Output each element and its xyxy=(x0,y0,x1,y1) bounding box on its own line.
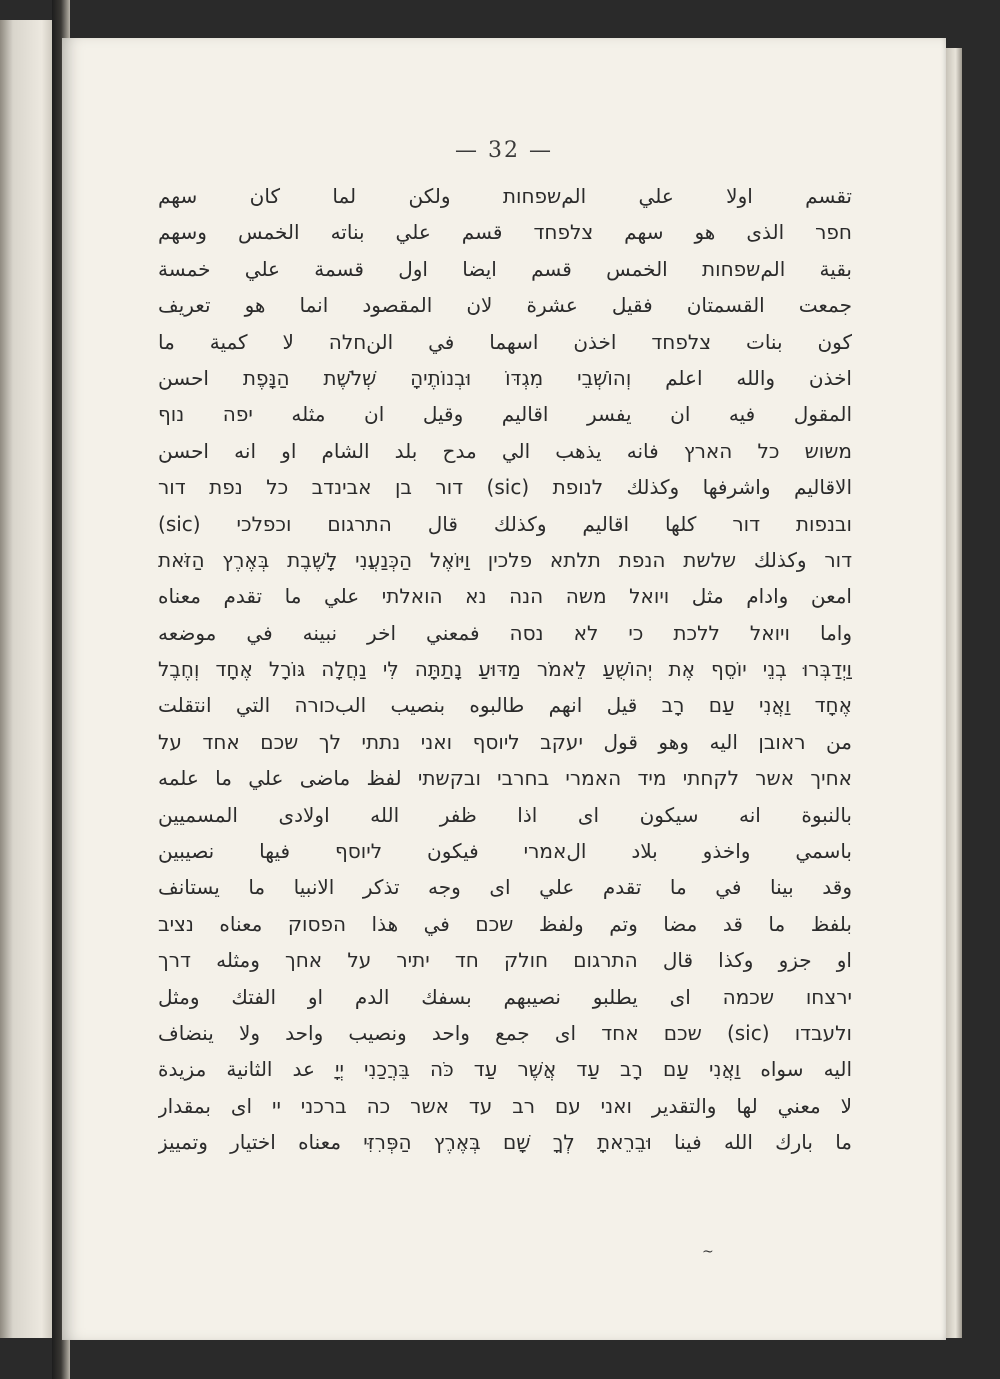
text-line: تقسم اولا علي المשפחות ولكن لما كان سهم xyxy=(158,184,852,208)
text-line: اخذن والله اعلم וְהוֹשְׁבֵי מִגְדּוֹ וּבְנוֹתֶיהָ שְׁלֹשֶׁת הַנָּפֶת احسن xyxy=(158,365,852,390)
text-line: او جزو وكذا قال התרגום חולק חד יתיר על אחך ومثله דרך xyxy=(158,948,852,973)
text-line: بالنبوة انه سيكون اى اذا ظفر الله اولادى المسميين xyxy=(158,802,852,827)
text-line: ובנפות דור كلها اقاليم وكذلك قال התרגום וכפלכי (sic) xyxy=(158,511,852,536)
text-line: الاقاليم واشرفها وكذلك לנופת (sic) דור בן אבינדב כל נפת דור xyxy=(158,475,852,500)
text-line: וַיְדַבְּרוּ בְנֵי יוֹסֵף אֶת יְהוֹשֻׁעַ לֵאמֹר מַדּוּעַ נָתַתָּה לִּי נַחֲלָה גּוֹרָל אֶחָד וְחֶבֶל xyxy=(158,657,852,682)
text-line: جمعت القسمتان فقيل عشرة لان المقصود انما هو تعريف xyxy=(158,293,852,318)
text-line: ירצחו שכמה اى يطلبو نصيبهم بسفك الدم او الفتك ومثل xyxy=(158,984,852,1009)
text-line: بلفظ ما قد مضا وتم ولفظ שכם في هذا הפסוק معناه נציב xyxy=(158,911,852,936)
text-line: من ראובן اليه وهو قول יעקב ליוסף ואני נתתי לך שכם אחד על xyxy=(158,729,852,754)
text-line: דור وكذلك שלשת הנפת תלתא פלכין וַיּוֹאֶל הַכְּנַעֲנִי לָשֶׁבֶת בְּאֶרֶץ הַזֹּאת xyxy=(158,547,852,572)
body-text xyxy=(158,178,852,1161)
text-line: ולעבדו (sic) שכם אחד اى جمع واحد ونصيب واحد ولا ينضاف xyxy=(158,1020,852,1045)
text-line: المقول فيه ان يفسر اقاليم وقيل ان مثله יפה נוף xyxy=(158,402,852,427)
text-line: بقية المשפחות الخمس قسم ايضا اول قسمة علي خمسة xyxy=(158,256,852,281)
book-page xyxy=(62,38,946,1340)
page-number: — 32 — xyxy=(455,138,553,163)
text-line: باسمي واخذو بلاد الאמרי فيكون ליוסף فيها نصيبين xyxy=(158,839,852,864)
text-line: امعن وادام مثل ויואל משה הנה נא הואלתי علي ما تقدم معناه xyxy=(158,584,852,609)
text-line: واما ויואל ללכת כי לא נסה فمعني اخر نبينه في موضعه xyxy=(158,620,852,645)
left-page-edge xyxy=(0,20,52,1338)
text-line: אחיך אשר לקחתי מיד האמרי בחרבי ובקשתי لفظ ماضى علي ما علمه xyxy=(158,766,852,791)
text-line: משוש כל הארץ فانه يذهب الي مدح بلد الشام او انه احسن xyxy=(158,438,852,463)
text-line: وقد بينا في ما تقدم علي اى وجه تذكر الانبيا ما يستانف xyxy=(158,875,852,900)
text-line: اليه سواه וַאֲנִי עַם רָב עַד אֲשֶׁר עַד כֹּה בֵּרֲכַנִי יְיָ عد الثانية مزيدة xyxy=(158,1057,852,1082)
text-line: لا معني لها والتقدير ואני עם רב עד אשר כה ברכני יי اى بمقدار xyxy=(158,1093,852,1118)
text-line: ما بارك الله فينا וּבֵרֵאתָ לְךָ שָׁם בְּאֶרֶץ הַפְּרִזִּי معناه اختيار وتمييز xyxy=(158,1130,852,1155)
text-line: אֶחָד וַאֲנִי עַם רָב قيل انهم طالبوه بنصيب البכורה التي انتقلت xyxy=(158,693,852,718)
text-line: חפר الذى هو سهم צלפחד قسم علي بناته الخمس وسهم xyxy=(158,220,852,245)
ink-mark: ~ xyxy=(702,1244,714,1260)
text-line: كون بنات צלפחד اخذن اسهما في النחלה لا كمية ما xyxy=(158,329,852,354)
right-page-edge xyxy=(946,48,962,1338)
